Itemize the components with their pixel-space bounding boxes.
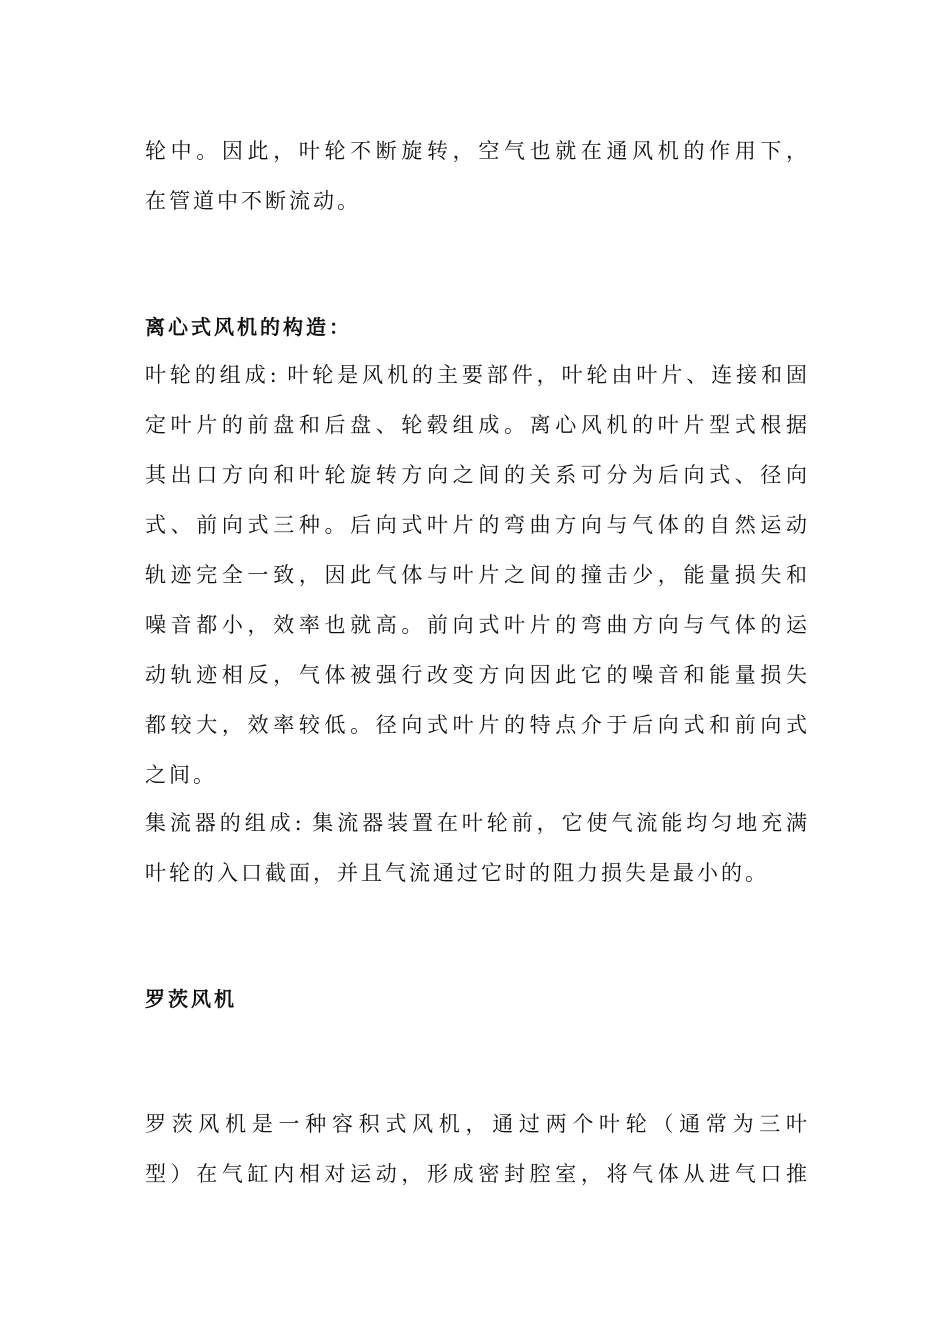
centrifugal-line-2: 定叶片的前盘和后盘、轮毂组成。离心风机的叶片型式根据 — [145, 413, 807, 437]
centrifugal-line-5: 轨迹完全一致，因此气体与叶片之间的撞击少，能量损失和 — [145, 563, 807, 587]
intro-line-2: 在管道中不断流动。 — [145, 189, 361, 213]
centrifugal-line-4: 式、前向式三种。后向式叶片的弯曲方向与气体的自然运动 — [145, 513, 807, 537]
centrifugal-line-6: 噪音都小，效率也就高。前向式叶片的弯曲方向与气体的运 — [145, 613, 807, 637]
roots-line-1: 罗茨风机是一种容积式风机，通过两个叶轮（通常为三叶 — [145, 1112, 807, 1136]
centrifugal-line-9: 之间。 — [145, 763, 217, 787]
centrifugal-line-1: 叶轮的组成: 叶轮是风机的主要部件，叶轮由叶片、连接和固 — [145, 363, 807, 387]
section-heading-roots: 罗茨风机 — [145, 987, 237, 1011]
centrifugal-line-10: 集流器的组成: 集流器装置在叶轮前，它使气流能均匀地充满 — [145, 811, 807, 835]
centrifugal-line-3: 其出口方向和叶轮旋转方向之间的关系可分为后向式、径向 — [145, 463, 807, 487]
section-heading-centrifugal: 离心式风机的构造： — [145, 315, 352, 339]
centrifugal-line-8: 都较大，效率较低。径向式叶片的特点介于后向式和前向式 — [145, 713, 807, 737]
centrifugal-line-11: 叶轮的入口截面，并且气流通过它时的阻力损失是最小的。 — [145, 861, 769, 885]
intro-line-1: 轮中。因此，叶轮不断旋转，空气也就在通风机的作用下， — [145, 139, 807, 163]
roots-line-2: 型）在气缸内相对运动，形成密封腔室，将气体从进气口推 — [145, 1162, 807, 1186]
centrifugal-line-7: 动轨迹相反，气体被强行改变方向因此它的噪音和能量损失 — [145, 663, 807, 687]
